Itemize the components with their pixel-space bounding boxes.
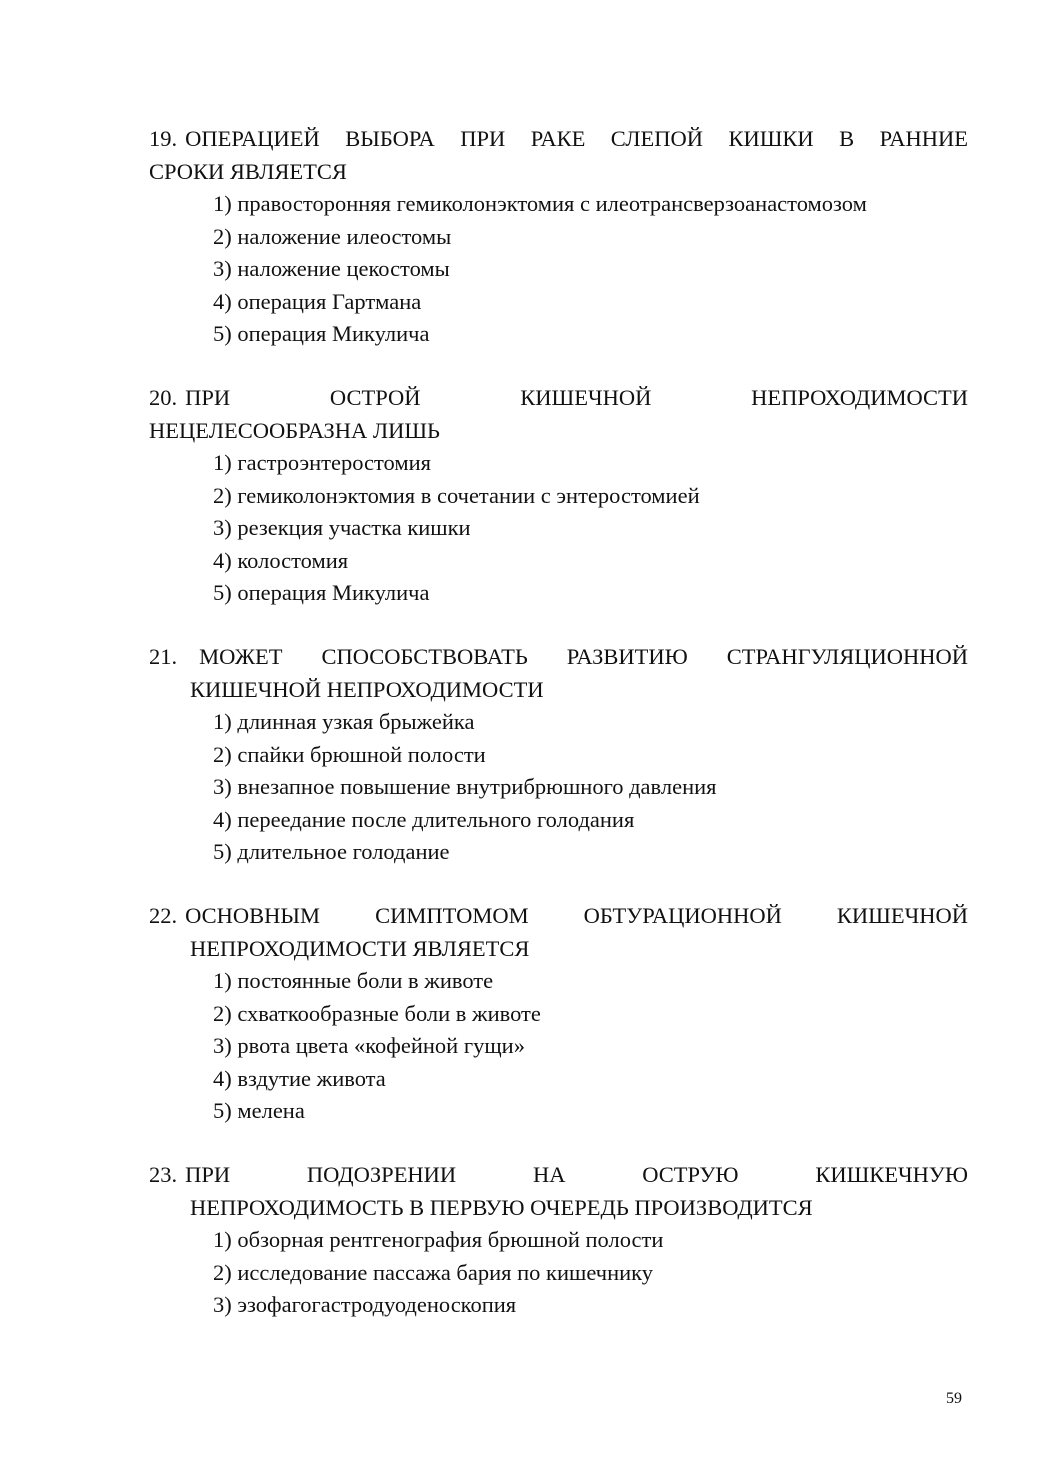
question-19 bbox=[149, 123, 968, 351]
question-21 bbox=[149, 641, 968, 869]
question-text-line-1: МОЖЕТ СПОСОБСТВОВАТЬ РАЗВИТИЮ СТРАНГУЛЯЦИОННОЙ bbox=[199, 644, 968, 669]
answer-option: 3) наложение цекостомы bbox=[213, 256, 450, 281]
question-20 bbox=[149, 382, 968, 610]
answer-options bbox=[149, 447, 968, 610]
answer-option: 1) правосторонняя гемиколонэктомия с илеотрансверзоанастомозом bbox=[213, 191, 867, 216]
question-number: 22. bbox=[149, 903, 178, 928]
answer-option: 4) операция Гартмана bbox=[213, 288, 422, 314]
question-number: 23. bbox=[149, 1162, 178, 1187]
answer-option: 3) эзофагогастродуоденоскопия bbox=[213, 1292, 517, 1317]
answer-options bbox=[149, 1224, 968, 1322]
answer-options bbox=[149, 706, 968, 869]
answer-option: 1) длинная узкая брыжейка bbox=[213, 709, 475, 734]
answer-option: 5) длительное голодание bbox=[213, 839, 450, 864]
question-text-line-2: НЕПРОХОДИМОСТЬ В ПЕРВУЮ ОЧЕРЕДЬ ПРОИЗВОДИТСЯ bbox=[190, 1194, 813, 1220]
question-stem bbox=[149, 123, 968, 156]
answer-option: 3) внезапное повышение внутрибрюшного давления bbox=[213, 774, 717, 799]
answer-option: 2) исследование пассажа бария по кишечнику bbox=[213, 1259, 654, 1285]
page-number: 59 bbox=[946, 1390, 962, 1407]
question-stem bbox=[149, 382, 968, 415]
answer-option: 2) наложение илеостомы bbox=[213, 223, 452, 249]
question-text-line-2: НЕПРОХОДИМОСТИ ЯВЛЯЕТСЯ bbox=[190, 935, 530, 961]
answer-option: 4) колостомия bbox=[213, 547, 349, 573]
question-number: 19. bbox=[149, 126, 178, 151]
question-text-line-2: НЕЦЕЛЕСООБРАЗНА ЛИШЬ bbox=[149, 417, 440, 443]
answer-option: 5) операция Микулича bbox=[213, 321, 430, 346]
question-text-line-2: СРОКИ ЯВЛЯЕТСЯ bbox=[149, 158, 347, 184]
answer-option: 5) операция Микулича bbox=[213, 580, 430, 605]
question-stem bbox=[149, 641, 968, 674]
question-number: 20. bbox=[149, 385, 178, 410]
answer-option: 5) мелена bbox=[213, 1098, 305, 1123]
answer-option: 4) вздутие живота bbox=[213, 1065, 386, 1091]
answer-option: 4) переедание после длительного голодания bbox=[213, 806, 635, 832]
question-22 bbox=[149, 900, 968, 1128]
answer-option: 1) обзорная рентгенография брюшной полости bbox=[213, 1227, 664, 1252]
answer-option: 2) спайки брюшной полости bbox=[213, 741, 486, 767]
question-stem bbox=[149, 1159, 968, 1192]
question-number: 21. bbox=[149, 644, 178, 669]
question-text-line-1: ПРИ ОСТРОЙ КИШЕЧНОЙ НЕПРОХОДИМОСТИ bbox=[185, 385, 968, 410]
question-text-line-1: ОСНОВНЫМ СИМПТОМОМ ОБТУРАЦИОННОЙ КИШЕЧНОЙ bbox=[185, 903, 968, 928]
answer-option: 2) схваткообразные боли в животе bbox=[213, 1000, 541, 1026]
answer-option: 3) рвота цвета «кофейной гущи» bbox=[213, 1033, 525, 1058]
question-23 bbox=[149, 1159, 968, 1322]
answer-option: 1) гастроэнтеростомия bbox=[213, 450, 432, 475]
question-text-line-1: ОПЕРАЦИЕЙ ВЫБОРА ПРИ РАКЕ СЛЕПОЙ КИШКИ В РАННИЕ bbox=[185, 126, 968, 151]
answer-options bbox=[149, 188, 968, 351]
question-text-line-1: ПРИ ПОДОЗРЕНИИ НА ОСТРУЮ КИШКЕЧНУЮ bbox=[185, 1162, 968, 1187]
question-stem bbox=[149, 900, 968, 933]
answer-option: 2) гемиколонэктомия в сочетании с энтеростомией bbox=[213, 482, 700, 508]
question-text-line-2: КИШЕЧНОЙ НЕПРОХОДИМОСТИ bbox=[190, 676, 544, 702]
answer-option: 1) постоянные боли в животе bbox=[213, 968, 494, 993]
answer-option: 3) резекция участка кишки bbox=[213, 515, 471, 540]
answer-options bbox=[149, 965, 968, 1128]
